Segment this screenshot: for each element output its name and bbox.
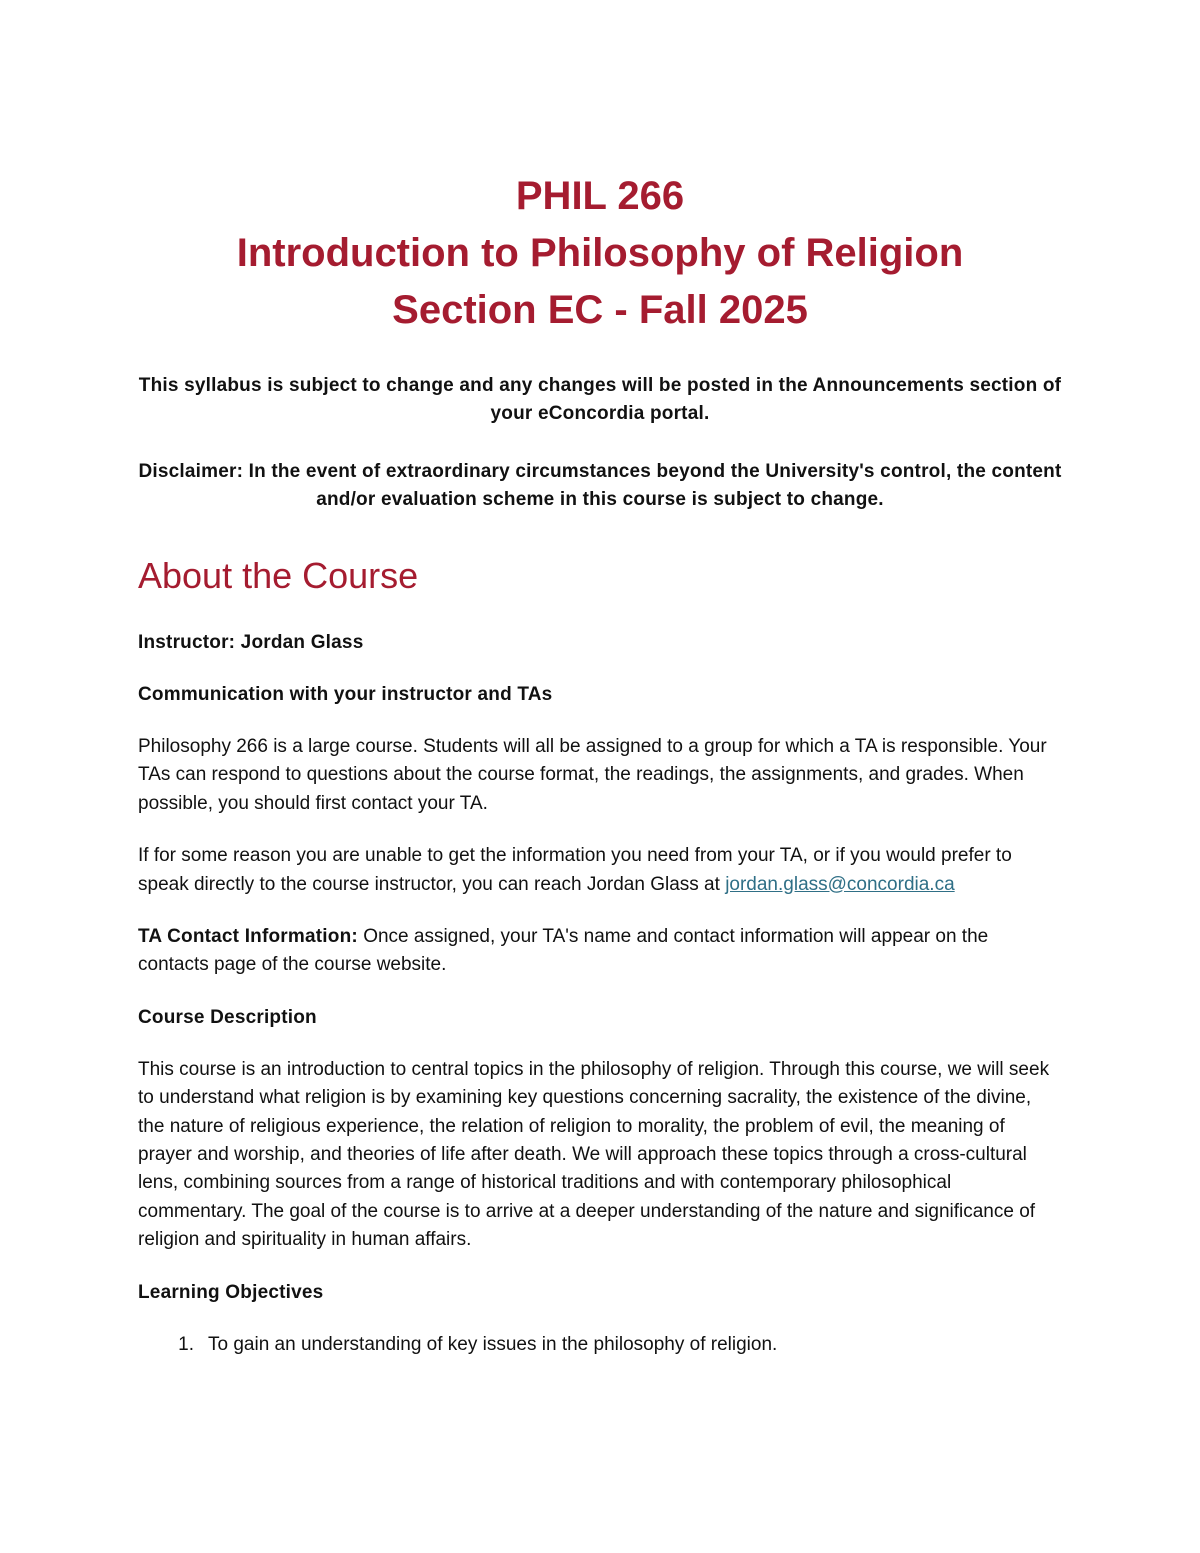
ta-contact-paragraph — [138, 923, 1062, 980]
ta-contact-label: TA Contact Information: — [138, 926, 358, 948]
instructor-email-link[interactable]: jordan.glass@concordia.ca — [725, 873, 955, 895]
disclaimer-notice: Disclaimer: In the event of extraordinary circumstances beyond the University's control, the content and/or evaluation scheme in this course is subject to change. — [138, 461, 1062, 510]
about-course-heading: About the Course — [138, 555, 419, 596]
learning-objectives-list — [138, 1331, 1062, 1359]
syllabus-change-notice: This syllabus is subject to change and any changes will be posted in the Announcements section of your eConcordia portal. — [138, 375, 1062, 424]
course-section: Section EC - Fall 2025 — [392, 288, 808, 332]
course-description-heading: Course Description — [138, 1006, 317, 1028]
instructor-name: Instructor: Jordan Glass — [138, 632, 364, 653]
course-code: PHIL 266 — [515, 174, 685, 218]
course-description-text: This course is an introduction to central topics in the philosophy of religion. Through this course, we will seek to understand what religion is by examining key questions concerning sacrality, the existence of the divine, the nature of religious experience, the relation of religion to morality, the problem of evil, the meaning of prayer and worship, and theories of life after death. We will approach these topics through a cross-cultural lens, combining sources from a range of historical traditions and with contemporary philosophical commentary. The goal of the course is to arrive at a deeper understanding of the nature and significance of religion and spirituality in human affairs. — [138, 1058, 1050, 1251]
communication-paragraph-2-text: If for some reason you are unable to get the information you need from your TA, or if you would prefer to speak directly to the course instructor, you can reach Jordan Glass at — [138, 845, 1012, 895]
communication-heading: Communication with your instructor and TAs — [138, 684, 553, 705]
ta-contact-text: Once assigned, your TA's name and contact information will appear on the contacts page of the course website. — [138, 926, 989, 976]
objective-text: To gain an understanding of key issues in the philosophy of religion. — [208, 1333, 778, 1355]
communication-paragraph-1: Philosophy 266 is a large course. Students will all be assigned to a group for which a TA is responsible. Your TAs can respond to questions about the course format, the readings, the assignments, and grades. When possible, you should first contact your TA. — [138, 736, 1047, 814]
list-item — [138, 1331, 1062, 1359]
course-title — [138, 168, 1062, 339]
course-name: Introduction to Philosophy of Religion — [236, 231, 964, 275]
communication-paragraph-2 — [138, 842, 1062, 899]
objective-number: 1. — [178, 1333, 194, 1355]
learning-objectives-heading: Learning Objectives — [138, 1281, 324, 1303]
syllabus-page — [138, 168, 1062, 1359]
